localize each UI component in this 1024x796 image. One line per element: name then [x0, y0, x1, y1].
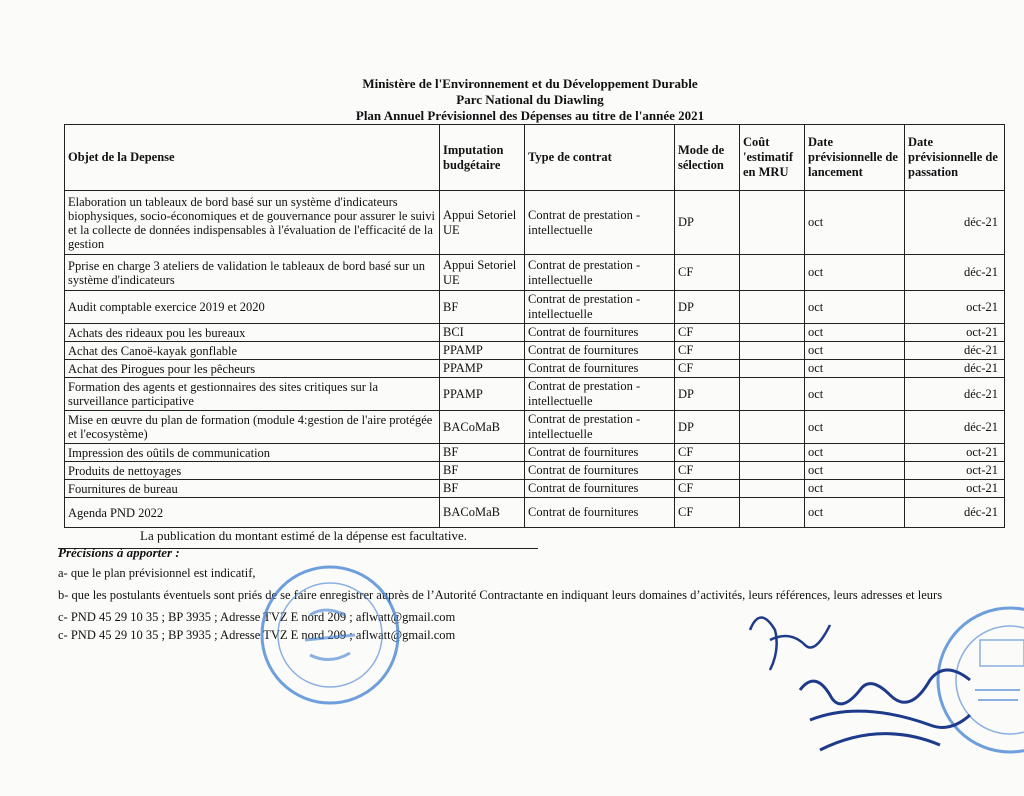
ministry-title: Ministère de l'Environnement et du Développement Durable [362, 76, 698, 91]
cell-lancement: oct [805, 411, 905, 444]
cell-lancement: oct [805, 324, 905, 342]
col-header-objet: Objet de la Depense [65, 125, 440, 191]
table-row [65, 411, 1005, 444]
cell-imputation: BF [440, 444, 525, 462]
cell-passation: oct-21 [905, 324, 1005, 342]
cell-contrat: Contrat de fournitures [525, 324, 675, 342]
cell-imputation: PPAMP [440, 360, 525, 378]
cell-passation: oct-21 [905, 444, 1005, 462]
table-row [65, 291, 1005, 324]
cell-objet: Pprise en charge 3 ateliers de validation le tableaux de bord basé sur un système d'indicateurs [65, 255, 440, 291]
cell-mode: CF [675, 360, 740, 378]
cell-imputation: BF [440, 291, 525, 324]
cell-objet: Mise en œuvre du plan de formation (module 4:gestion de l'aire protégée et l'ecosystème) [65, 411, 440, 444]
table-row [65, 360, 1005, 378]
cell-lancement: oct [805, 342, 905, 360]
cell-objet: Audit comptable exercice 2019 et 2020 [65, 291, 440, 324]
table-row [65, 342, 1005, 360]
cell-mode: DP [675, 291, 740, 324]
park-stamp-left [250, 560, 410, 710]
cell-cout [740, 411, 805, 444]
cell-mode: CF [675, 342, 740, 360]
cell-passation: oct-21 [905, 480, 1005, 498]
table-row [65, 255, 1005, 291]
cell-mode: CF [675, 462, 740, 480]
cell-objet: Elaboration un tableaux de bord basé sur un système d'indicateurs biophysiques, socio-économiques et de gouvernance pour assurer le suivi et la collecte de données indispensables à l'évaluation de l'efficacité de la gestion [65, 191, 440, 255]
cell-cout [740, 378, 805, 411]
estimate-note: La publication du montant estimé de la dépense est facultative. [140, 528, 468, 543]
cell-cout [740, 255, 805, 291]
cell-mode: DP [675, 378, 740, 411]
cell-imputation: BACoMaB [440, 411, 525, 444]
cell-imputation: BACoMaB [440, 498, 525, 528]
cell-imputation: Appui Setoriel UE [440, 191, 525, 255]
cell-lancement: oct [805, 255, 905, 291]
cell-contrat: Contrat de prestation - intellectuelle [525, 411, 675, 444]
cell-passation: déc-21 [905, 342, 1005, 360]
cell-passation: déc-21 [905, 360, 1005, 378]
expense-plan-table [64, 124, 1005, 528]
cell-cout [740, 291, 805, 324]
cell-imputation: Appui Setoriel UE [440, 255, 525, 291]
cell-passation: déc-21 [905, 498, 1005, 528]
cell-contrat: Contrat de fournitures [525, 480, 675, 498]
cell-contrat: Contrat de prestation - intellectuelle [525, 255, 675, 291]
cell-passation: oct-21 [905, 462, 1005, 480]
plan-title: Plan Annuel Prévisionnel des Dépenses au titre de l'année 2021 [355, 108, 705, 123]
cell-cout [740, 462, 805, 480]
cell-objet: Formation des agents et gestionnaires des sites critiques sur la surveillance participative [65, 378, 440, 411]
cell-mode: CF [675, 498, 740, 528]
cell-passation: déc-21 [905, 191, 1005, 255]
table-row [65, 498, 1005, 528]
cell-mode: CF [675, 255, 740, 291]
cell-passation: déc-21 [905, 378, 1005, 411]
cell-cout [740, 191, 805, 255]
cell-imputation: BCI [440, 324, 525, 342]
cell-passation: déc-21 [905, 411, 1005, 444]
cell-passation: déc-21 [905, 255, 1005, 291]
cell-contrat: Contrat de fournitures [525, 342, 675, 360]
precision-b: b- que les postulants éventuels sont priés de se faire enregistrer auprès de l’Autorité Contractante en indiquant leurs domaines d’activités, leurs références, leurs adresses et leurs [58, 588, 943, 602]
cell-contrat: Contrat de prestation - intellectuelle [525, 291, 675, 324]
cell-lancement: oct [805, 291, 905, 324]
cell-cout [740, 480, 805, 498]
park-title: Parc National du Diawling [456, 92, 604, 107]
cell-mode: DP [675, 191, 740, 255]
cell-lancement: oct [805, 444, 905, 462]
cell-objet: Achat des Canoë-kayak gonflable [65, 342, 440, 360]
cell-mode: CF [675, 444, 740, 462]
cell-contrat: Contrat de prestation - intellectuelle [525, 191, 675, 255]
cell-contrat: Contrat de fournitures [525, 360, 675, 378]
table-row [65, 378, 1005, 411]
cell-imputation: PPAMP [440, 378, 525, 411]
table-header-row [65, 125, 1005, 191]
col-header-imputation: Imputation budgétaire [440, 125, 525, 191]
cell-lancement: oct [805, 378, 905, 411]
precision-a: a- que le plan prévisionnel est indicatif, [58, 566, 256, 580]
col-header-cout: Coût 'estimatif en MRU [740, 125, 805, 191]
cell-objet: Achat des Pirogues pour les pêcheurs [65, 360, 440, 378]
cell-cout [740, 360, 805, 378]
col-header-mode: Mode de sélection [675, 125, 740, 191]
col-header-lancement: Date prévisionnelle de lancement [805, 125, 905, 191]
precision-c2: c- PND 45 29 10 35 ; BP 3935 ; Adresse TVZ E nord 209 ; aflwatt@gmail.com [58, 628, 456, 642]
cell-mode: CF [675, 324, 740, 342]
cell-imputation: BF [440, 480, 525, 498]
cell-lancement: oct [805, 191, 905, 255]
table-row [65, 191, 1005, 255]
col-header-contrat: Type de contrat [525, 125, 675, 191]
cell-cout [740, 342, 805, 360]
cell-contrat: Contrat de fournitures [525, 444, 675, 462]
cell-lancement: oct [805, 360, 905, 378]
table-row [65, 480, 1005, 498]
cell-objet: Achats des rideaux pou les bureaux [65, 324, 440, 342]
precisions-title: Précisions à apporter : [58, 545, 180, 560]
director-signature [790, 650, 990, 770]
table-row [65, 324, 1005, 342]
cell-mode: CF [675, 480, 740, 498]
cell-cout [740, 498, 805, 528]
precision-c1: c- PND 45 29 10 35 ; BP 3935 ; Adresse TVZ E nord 209 ; aflwatt@gmail.com [58, 610, 456, 624]
cell-lancement: oct [805, 498, 905, 528]
cell-objet: Produits de nettoyages [65, 462, 440, 480]
table-row [65, 444, 1005, 462]
table-row [65, 462, 1005, 480]
cell-passation: oct-21 [905, 291, 1005, 324]
cell-objet: Agenda PND 2022 [65, 498, 440, 528]
cell-objet: Impression des oûtils de communication [65, 444, 440, 462]
cell-cout [740, 324, 805, 342]
cell-cout [740, 444, 805, 462]
cell-objet: Fournitures de bureau [65, 480, 440, 498]
cell-contrat: Contrat de fournitures [525, 462, 675, 480]
cell-contrat: Contrat de fournitures [525, 498, 675, 528]
cell-imputation: BF [440, 462, 525, 480]
cell-contrat: Contrat de prestation - intellectuelle [525, 378, 675, 411]
cell-mode: DP [675, 411, 740, 444]
col-header-passation: Date prévisionnelle de passation [905, 125, 1005, 191]
cell-lancement: oct [805, 462, 905, 480]
cell-lancement: oct [805, 480, 905, 498]
cell-imputation: PPAMP [440, 342, 525, 360]
